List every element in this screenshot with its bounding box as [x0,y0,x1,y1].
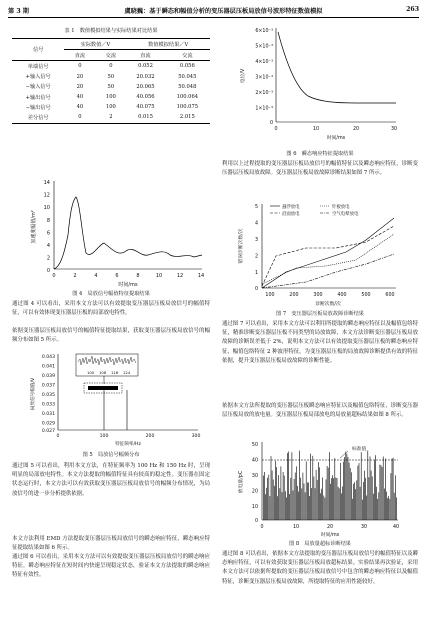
fig8-bar [383,457,384,521]
fig8-bar [266,488,267,520]
table-cell: 40 [76,94,84,101]
fig4-ytick: 4 [46,243,50,249]
fig8-bar [306,461,307,520]
fig8-legend-standard: 标准值 [352,447,367,452]
fig8-bar [336,478,337,521]
figure8-plot [236,436,411,541]
fig8-ytick: 0 [254,519,258,524]
fig6-xtick: 0 [274,127,278,132]
figure4-plot [30,175,210,290]
table-header-signal: 信号 [12,39,64,61]
table-cell: 0 [64,61,95,72]
table-cell: 40.056 [136,94,155,101]
fig5-xtick: 300 [191,434,201,439]
fig4-caption: 图 4 局放信号幅值特征提取结果 [72,291,150,297]
fig5-ytick: 0.039 [41,374,55,379]
fig4-xlabel: 时间/ms [118,282,138,288]
right-paragraph-1: 利用以上过程提取的变压器层压板局放信号的幅值特征以及瞬态响应特征，诊断变压器层压板局放故障。变压器层压板局放故障诊断结果如图 7 所示。 [222,161,418,177]
table-row [12,72,210,82]
fig7-ytick: 1 [254,271,258,276]
fig7-legend-item: 针板放电 [332,205,350,210]
fig8-caption: 图 8 局放量超标诊断结果 [288,541,351,547]
fig8-bar [382,467,383,520]
table-header-sim: 数值模拟结果／V [126,39,210,50]
fig8-bar [289,494,290,520]
table-cell: 2 [95,112,126,123]
fig4-ytick: 6 [46,230,50,237]
fig6-caption: 图 6 瞬态响应特征提取结果 [286,151,354,157]
fig5-xlabel: 特征频率/Hz [115,442,141,447]
fig8-bar [265,494,266,520]
fig8-bar [354,482,355,520]
fig5-ytick: 0.043 [41,355,55,360]
fig8-ytick: 50 [251,443,258,448]
fig8-bar [276,467,277,520]
fig8-bar [278,475,279,520]
fig5-ytick: 0.033 [41,402,55,408]
fig8-bar [307,482,308,520]
fig4-ytick: 14 [43,180,50,186]
fig6-xtick: 30 [390,127,398,132]
fig4-ytick: 2 [46,255,50,262]
table-cell: +输出信号 [25,94,51,101]
fig7-series-suspended [262,218,394,288]
fig8-bar [332,475,333,520]
fig8-bar [263,476,264,521]
fig8-bar [273,480,274,521]
fig8-bar [381,465,382,520]
table-cell: 40.075 [136,104,155,111]
fig8-bar [271,456,272,520]
fig8-bar [270,496,271,520]
fig8-bar [322,478,323,521]
table-cell: 单端信号 [12,61,64,72]
fig8-bar [384,489,385,521]
fig8-bar [348,457,349,520]
fig8-bar [328,468,329,520]
fig8-bar [364,471,365,520]
fig8-xtick: 20 [326,525,334,530]
table-row [12,112,210,123]
fig8-bar [337,478,338,520]
figure7-plot [236,196,411,311]
fig8-bar [318,462,319,520]
fig5-ytick: 0.027 [41,429,55,434]
fig7-ylabel: 错误诊断次数/次 [239,228,244,264]
fig8-ytick: 30 [251,474,258,479]
fig8-bar [330,484,331,520]
fig8-bar [293,491,294,521]
issue-number: 第 3 期 [8,8,29,15]
fig8-bar [385,459,386,521]
fig6-xlabel: 时间/ms [326,136,346,141]
table-cell: 20.065 [136,83,155,90]
fig8-bar [327,466,328,520]
fig8-bar [342,487,343,521]
fig4-ytick: 8 [46,217,50,224]
fig8-bar [393,458,394,520]
fig8-bar [362,500,363,520]
fig4-ytick: 0 [46,268,50,274]
table-header-real: 实际数值／V [64,39,126,50]
table-subheader: 直流 [64,50,95,61]
fig8-bar [298,492,299,521]
fig8-ytick: 10 [251,505,258,510]
fig8-bar [304,484,305,521]
fig4-ytick: 12 [43,192,50,199]
fig4-xtick: 12 [176,273,184,279]
table-cell: +输入信号 [25,74,51,81]
fig8-bar [366,496,367,521]
fig8-bar [341,493,342,520]
fig8-bar [344,457,345,520]
fig8-bar [325,498,326,520]
fig7-ytick: 3 [254,238,258,243]
fig8-bar [392,459,393,521]
left-paragraph-2: 依据变压器层压板局放信号的幅值特征提取结果，获取变压器层压板局放信号的幅频分布如图 5 所示。 [12,328,210,344]
fig8-bar [394,493,395,520]
fig8-bar [380,465,381,520]
fig7-legend-item: 悬浮放电 [282,205,300,210]
fig7-caption: 图 7 变压器层压板局放故障诊断结果 [276,311,364,317]
fig7-xtick: 400 [337,293,347,298]
fig4-ylabel: 加速度幅值/m² [31,210,37,244]
fig8-bar [324,496,325,521]
fig6-ytick: 2×10⁻³ [255,91,273,96]
table-cell: 100 [105,94,116,101]
fig8-bar [388,496,389,520]
fig8-bar [308,483,309,521]
fig8-bar [387,498,388,520]
figure5-plot [28,350,208,450]
fig8-bar [355,489,356,520]
fig8-bar [329,452,330,520]
table-cell: 50.048 [178,83,197,90]
fig8-bar [269,475,270,520]
fig8-bar [314,477,315,521]
fig4-curve [54,197,202,269]
fig8-bar [311,488,312,520]
fig8-bar [390,499,391,520]
table-cell: 50 [107,83,115,90]
fig8-bar [343,462,344,520]
fig8-bar [264,472,265,520]
fig8-bar [358,466,359,520]
table-cell: 0.056 [165,61,210,72]
fig8-bar [368,451,369,521]
fig8-bar [302,488,303,520]
fig8-bar [376,487,377,520]
fig8-bar [359,463,360,520]
fig8-xtick: 40 [392,525,400,530]
fig8-bar [369,477,370,520]
figure6-plot [236,22,406,147]
fig8-xtick: 30 [360,525,368,530]
fig5-ytick: 0.037 [41,383,55,389]
table-row [12,82,210,92]
fig8-bar [339,488,340,520]
fig4-xtick: 14 [197,273,205,279]
fig5-band [88,386,118,390]
fig8-bar [357,480,358,520]
fig8-bar [315,488,316,520]
fig5-inset-xtick: 100 [87,370,95,375]
fig8-bar [272,471,273,521]
fig8-bar [300,478,301,520]
fig8-bar [347,454,348,520]
fig5-inset-xtick: 124 [123,370,131,375]
table-row [12,92,210,102]
fig8-bars [263,451,397,521]
fig8-bar [286,498,287,521]
fig6-ytick: 1×10⁻³ [255,106,273,112]
fig7-ytick: 5 [254,205,258,210]
table-cell: 20.032 [136,73,155,80]
fig4-xtick: 10 [155,273,163,279]
fig7-xtick: 100 [265,293,275,298]
fig8-bar [282,492,283,520]
fig8-bar [267,478,268,520]
fig5-ytick: 0.029 [41,421,55,427]
fig8-bar [310,454,311,520]
fig8-bar [371,471,372,520]
fig5-ylabel: 局放信号幅值/V [31,377,36,411]
fig8-bar [373,494,374,520]
left-paragraph-5: 通过图 6 可以看出，采用本文方法可以有效提取变压器层压板局放信号的瞬态响应特征。瞬态响应特征在短时间内快速呈现稳定状态，验证本文方法提取的瞬态响应特征有效性。 [12,554,210,579]
fig8-bar [374,460,375,520]
fig5-inset-xtick: 108 [99,370,107,375]
right-paragraph-4: 通过图 8 可以看出，依据本文方法提取的变压器层压板局放信号的幅值特征以及瞬态响应特征，可以有效获取变压器层压板局放超标结果。实验结果再次验证，采用本文方法可以依据所提取的变压器层压板局放信号中包含的瞬态响应特征以及幅值特征，诊断变压器层压板局放故障，所提取特征的应用性能较好。 [222,551,418,585]
fig8-bar [296,466,297,520]
fig7-series-needle [262,234,394,284]
table-cell: −输入信号 [25,84,51,91]
fig7-series-creeping [262,226,394,286]
table-cell: 0.052 [126,61,164,72]
fig8-bar [338,487,339,520]
fig7-xtick: 500 [361,293,371,298]
table-cell: 0 [64,112,95,123]
fig8-bar [277,496,278,520]
fig8-bar [305,492,306,520]
fig8-bar [326,479,327,520]
table-cell: 100.075 [176,104,199,111]
fig7-series-corona [262,254,394,288]
fig8-bar [350,468,351,520]
fig8-bar [287,453,288,520]
fig5-ytick: 0.035 [41,393,55,398]
fig8-bar [351,472,352,520]
table-cell: 0 [95,61,126,72]
fig8-xtick: 10 [292,525,300,530]
fig4-xtick: 4 [94,273,98,279]
fig8-bar [386,492,387,520]
fig8-bar [284,476,285,520]
running-title: 虞晓巍：基于瞬态和幅值分析的变压器层压板局放信号波形特征数值模拟 [124,8,323,15]
fig8-bar [372,477,373,521]
fig8-bar [313,456,314,520]
fig4-xtick: 0 [52,273,56,279]
table-cell: 差分信号 [12,112,64,123]
fig8-bar [288,452,289,521]
fig6-ytick: 3×10⁻³ [255,75,273,81]
table-cell: 50 [107,73,115,80]
fig8-bar [379,492,380,520]
fig8-bar [319,467,320,520]
page-number: 263 [406,6,419,13]
fig8-bar [396,497,397,520]
fig8-bar [291,478,292,520]
fig8-bar [274,486,275,520]
fig7-xtick: 300 [313,293,323,298]
fig8-bar [317,480,318,520]
fig8-ylabel: 放电量/pC [239,470,244,494]
fig6-ylabel: 电位/V [241,68,246,84]
fig8-bar [321,489,322,520]
fig8-bar [365,478,366,520]
table-row [12,61,210,72]
fig7-ytick: 2 [254,254,258,260]
table-cell: −输出信号 [25,104,51,111]
fig7-xlabel: 诊断次数/次 [315,302,341,307]
fig8-bar [280,488,281,520]
fig4-ytick: 10 [43,205,50,212]
fig6-ytick: 5×10⁻³ [255,44,273,50]
fig8-ytick: 40 [251,458,258,464]
fig7-ytick: 4 [254,221,258,227]
fig8-bar [370,456,371,520]
fig8-bar [281,466,282,520]
table-cell: 2.015 [165,112,210,123]
fig5-ytick: 0.031 [41,412,55,417]
fig8-bar [285,491,286,520]
fig5-inset-xtick: 116 [111,370,119,375]
fig8-xlabel: 时间/ms [320,533,340,538]
fig8-bar [320,493,321,520]
fig6-ytick: 0 [269,121,273,126]
fig8-bar [316,470,317,520]
fig8-bar [309,496,310,520]
fig8-bar [295,473,296,521]
fig6-ytick: 4×10⁻³ [255,60,273,65]
fig8-bar [303,473,304,520]
table-cell: 100 [105,104,116,111]
fig6-ytick: 6×10⁻³ [255,29,273,34]
fig8-bar [340,463,341,520]
fig8-ytick: 20 [251,489,258,495]
fig4-xtick: 6 [115,273,119,279]
fig5-xtick: 0 [56,434,60,439]
table1-caption: 表 1 数值模拟结果与实际结果对比结果 [64,28,158,34]
fig5-xtick: 100 [99,434,109,439]
fig8-bar [360,487,361,520]
left-paragraph-4: 本文方法利用 EMD 方法提取变压器层压板局放信号的瞬态响应特征，瞬态响应特征提取结果如图 6 所示。 [12,536,210,552]
right-paragraph-2: 通过图 7 可以看出，采用本文方法可以利用所提取的瞬态响应特征以及幅值包络特征，精准诊断变压器层压板不同类型的局放故障，本文方法诊断变压器层压板局放故障的诊断误差低于 2%，说明本文方法可以有效提取变压器层压板的瞬态响应特征，幅值包络特征 2 种波形特征，为变压器层压板的局放故障诊断提供有效的特征依据，提升变压器层压板局放故障的诊断性能。 [222,321,418,364]
fig8-bar [283,472,284,520]
fig5-ytick: 0.041 [41,364,55,370]
fig6-xtick: 10 [312,127,320,132]
fig8-bar [333,478,334,520]
fig7-legend-item: 空气电晕放电 [332,212,359,217]
fig8-xtick: 0 [260,525,264,530]
fig7-legend-item: 沿面放电 [282,212,300,217]
header-rule [8,17,419,18]
table-subheader: 直流 [126,50,164,61]
table-cell: 0.015 [126,112,164,123]
fig8-bar [335,458,336,520]
table-subheader: 交流 [165,50,210,61]
fig7-ytick: 0 [254,287,258,292]
fig5-caption: 图 5 局放信号幅频分布 [82,452,140,458]
fig8-bar [275,461,276,520]
fig4-xtick: 2 [73,273,77,279]
fig8-bar [299,451,300,520]
table-cell: 100.064 [176,94,199,101]
table-row [12,102,210,112]
left-paragraph-1: 通过图 4 可以看出，采用本文方法可以有效提取变压器层压板局放信号的幅值特征，可以有效体现变压器层压板的局部放电特性。 [12,301,210,317]
fig8-bar [395,475,396,520]
fig8-bar [377,499,378,520]
table-cell: 40 [76,104,84,111]
fig8-bar [375,455,376,520]
fig6-xtick: 20 [352,127,360,132]
table-subheader: 交流 [95,50,126,61]
fig8-bar [353,484,354,520]
fig5-xtick: 200 [145,434,155,439]
fig8-bar [294,479,295,520]
fig7-xtick: 200 [289,293,299,298]
fig8-bar [346,452,347,520]
table-cell: 20 [76,73,84,80]
right-paragraph-3: 依据本文方法所提取的变压器层压板瞬态响应特征以及幅值包络特征，诊断变压器层压板局放的放电量。变压器层压板局部放电的局放量超标结果如图 8 所示。 [222,403,418,419]
fig8-bar [297,486,298,520]
fig8-bar [331,478,332,520]
fig7-xtick: 600 [385,293,395,298]
fig8-bar [391,473,392,520]
table-cell: 20 [76,83,84,90]
left-paragraph-3: 通过图 5 可以看出，利用本文方法，在特征频率为 100 Hz 和 150 Hz 时，呈现明显的局部放电特性。本文方法提取的幅值特征具有较高的稳定性。变压器在固定状态运行时，本文方法可以有效获取变压器层压板局放信号的幅频分布情况，为局放信号的进一步分析提供依据。 [12,463,210,497]
table1 [12,38,210,124]
fig4-xtick: 8 [136,273,140,279]
fig8-bar [361,452,362,520]
fig8-bar [349,463,350,520]
fig8-bar [352,499,353,520]
fig6-curve [278,32,396,103]
table-cell: 50.045 [178,73,197,80]
fig8-bar [363,482,364,520]
fig8-bar [292,452,293,520]
